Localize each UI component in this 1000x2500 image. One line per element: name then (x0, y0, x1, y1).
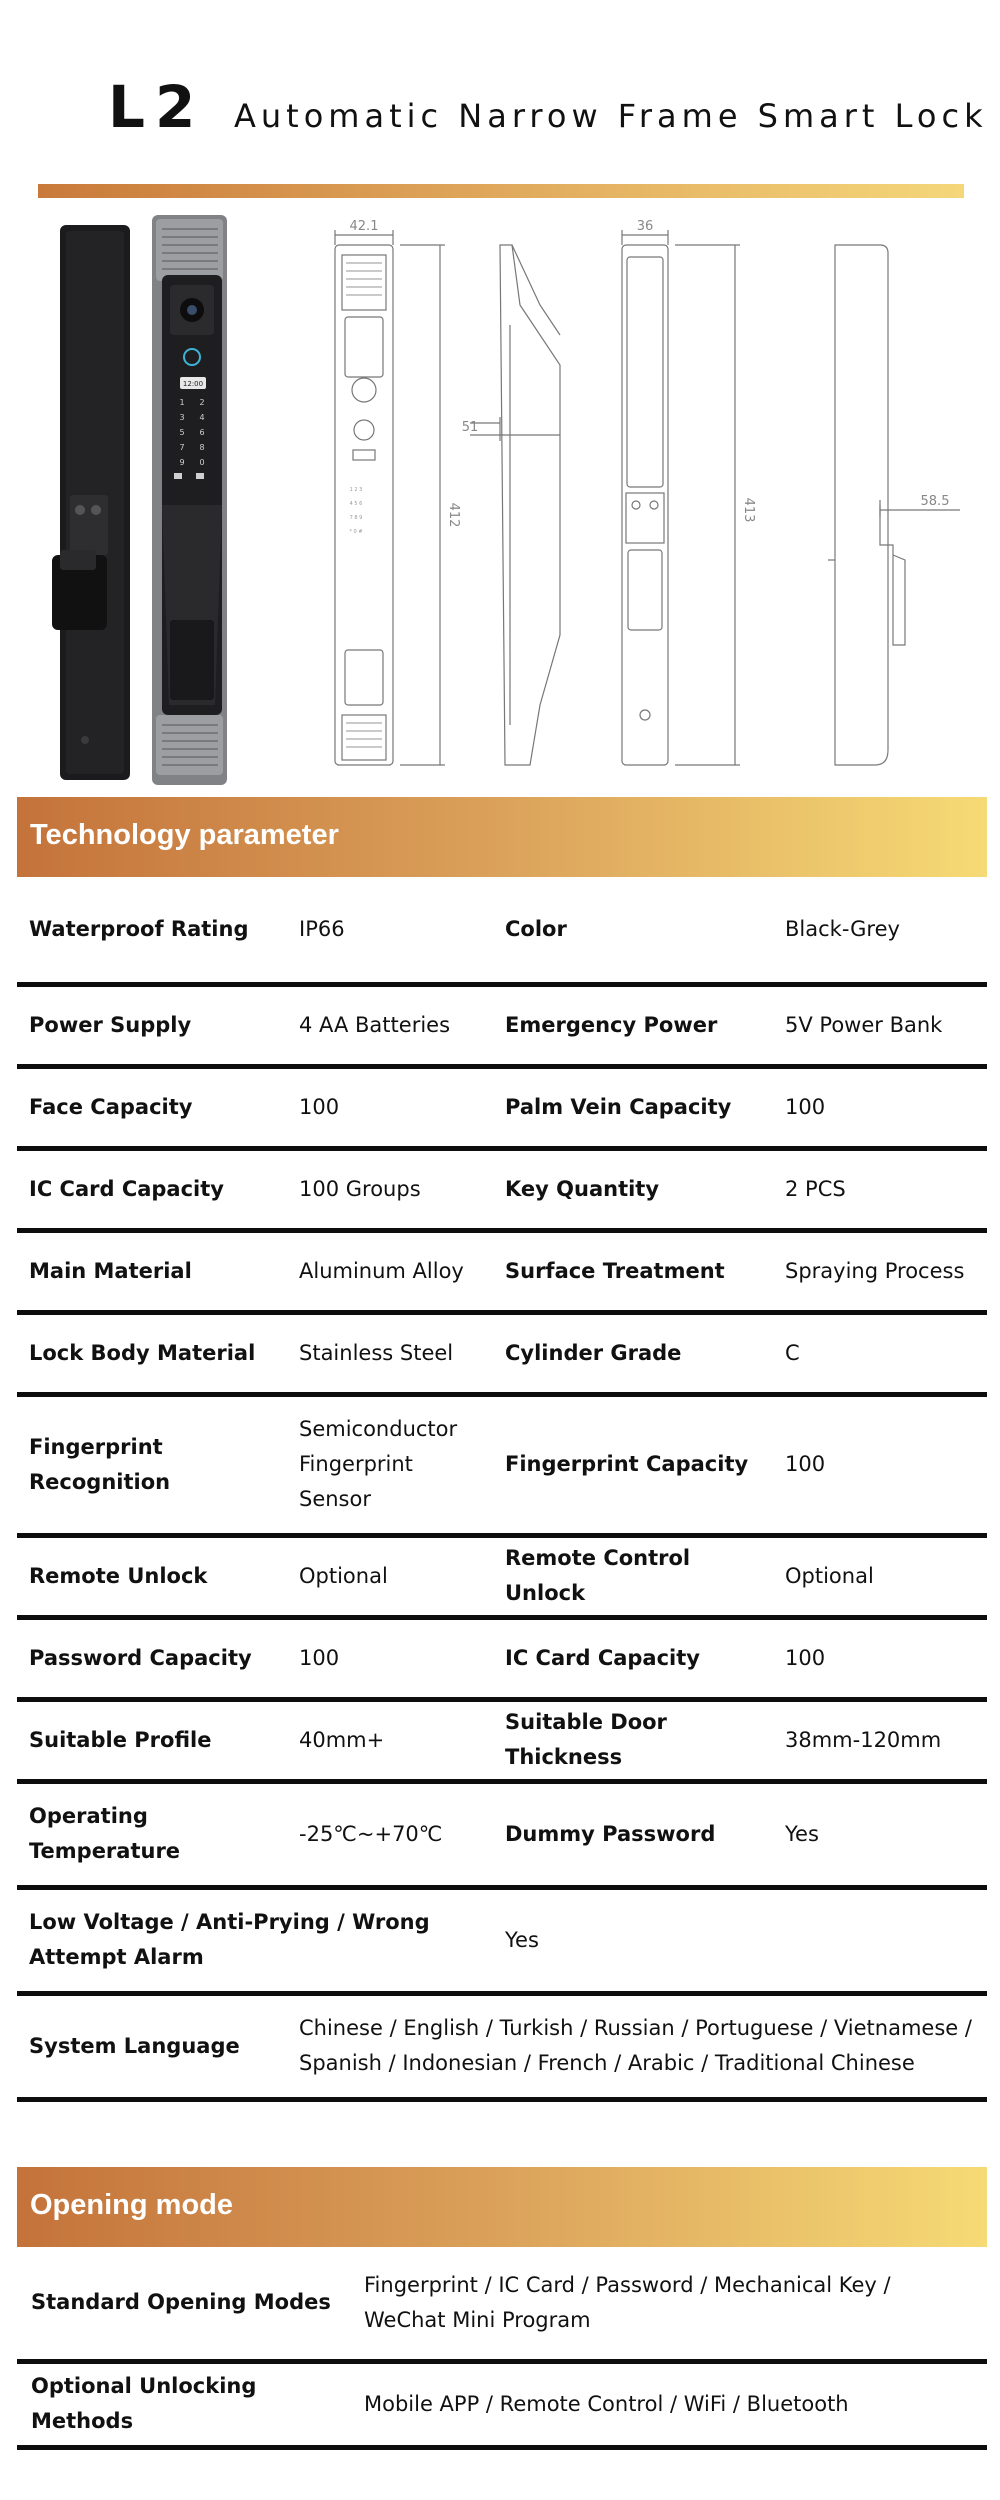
param-label: Face Capacity (29, 1094, 193, 1119)
opening-mode-title: Opening mode (30, 2189, 233, 2221)
opening-mode-table (17, 2247, 987, 2450)
param-label: Waterproof Rating (29, 916, 249, 941)
product-title: Automatic Narrow Frame Smart Lock (234, 97, 988, 135)
param-value: 5V Power Bank (785, 1012, 943, 1037)
param-label: Color (505, 916, 567, 941)
back-view-drawing (622, 230, 740, 765)
param-value: IP66 (299, 916, 345, 941)
param-label: Operating Temperature (29, 1804, 181, 1863)
param-label: Lock Body Material (29, 1340, 256, 1365)
svg-text:4: 4 (199, 413, 205, 422)
table-row (17, 1394, 987, 1535)
dim-depth: 51 (461, 420, 479, 435)
param-value: 4 AA Batteries (299, 1012, 451, 1037)
dim-height-left: 412 (446, 502, 461, 528)
param-value: C (785, 1340, 800, 1365)
param-value: Optional (299, 1563, 388, 1588)
svg-text:* 0 #: * 0 # (349, 529, 363, 535)
param-value: Semiconductor Fingerprint Sensor (299, 1417, 458, 1511)
table-row (17, 2247, 987, 2361)
param-label: Suitable Profile (29, 1727, 212, 1752)
svg-text:7 8 9: 7 8 9 (349, 515, 363, 521)
page-header (0, 0, 1000, 190)
param-label: Key Quantity (505, 1176, 660, 1201)
param-value: Aluminum Alloy (299, 1258, 464, 1283)
table-row (17, 2361, 987, 2447)
param-label: Password Capacity (29, 1645, 252, 1670)
dim-handle-depth: 58.5 (920, 494, 950, 509)
svg-text:4 5 6: 4 5 6 (349, 501, 363, 507)
table-row (17, 1781, 987, 1887)
param-label: IC Card Capacity (29, 1176, 224, 1201)
table-row (17, 1535, 987, 1617)
alarm-label: Low Voltage / Anti-Prying / Wrong Attempt Alarm (29, 1910, 430, 1969)
param-value: 2 PCS (785, 1176, 846, 1201)
param-value: 40mm+ (299, 1727, 385, 1752)
param-label: Palm Vein Capacity (505, 1094, 732, 1119)
header-accent-bar (38, 184, 964, 198)
svg-text:0: 0 (199, 458, 205, 467)
tech-parameter-title: Technology parameter (30, 819, 339, 851)
svg-text:9: 9 (179, 458, 185, 467)
param-value: 100 (299, 1645, 340, 1670)
tech-parameter-heading (17, 797, 987, 877)
param-label: Emergency Power (505, 1012, 718, 1037)
side-profile-drawing (470, 245, 560, 765)
table-row (17, 1066, 987, 1148)
param-value: 100 (785, 1094, 826, 1119)
svg-text:7: 7 (179, 443, 185, 452)
param-value: 100 (299, 1094, 340, 1119)
param-label: Power Supply (29, 1012, 192, 1037)
lock-front-panel-image (152, 215, 227, 785)
param-label: Fingerprint Capacity (505, 1452, 749, 1476)
alarm-value: Yes (505, 1927, 539, 1952)
svg-text:8: 8 (199, 443, 205, 452)
param-value: Yes (785, 1821, 819, 1846)
lock-back-panel-image (52, 225, 130, 780)
svg-text:5: 5 (179, 428, 185, 437)
param-value: Spraying Process (785, 1258, 965, 1283)
table-row (17, 984, 987, 1066)
param-label: IC Card Capacity (505, 1645, 700, 1670)
model-name: L2 (108, 73, 206, 141)
opening-label: Optional Unlocking Methods (31, 2374, 257, 2433)
param-value: 100 Groups (299, 1176, 421, 1201)
svg-text:6: 6 (199, 428, 205, 437)
param-label: Fingerprint Recognition (29, 1434, 171, 1494)
table-row (17, 1617, 987, 1699)
opening-value: Fingerprint / IC Card / Password / Mechanical Key / WeChat Mini Program (364, 2272, 891, 2332)
language-label: System Language (29, 2033, 240, 2058)
table-row (17, 1148, 987, 1230)
param-label: Suitable Door Thickness (505, 1710, 667, 1769)
param-label: Dummy Password (505, 1821, 716, 1846)
table-row (17, 1887, 987, 1993)
table-row (17, 877, 987, 984)
param-label: Cylinder Grade (505, 1340, 682, 1365)
param-value: Stainless Steel (299, 1340, 454, 1365)
param-label: Remote Control Unlock (505, 1546, 691, 1605)
svg-text:1 2 3: 1 2 3 (349, 487, 363, 493)
front-view-drawing (335, 230, 445, 765)
param-value: Optional (785, 1563, 874, 1588)
table-row (17, 1993, 987, 2099)
dim-height-right: 413 (741, 497, 756, 523)
svg-text:1: 1 (179, 398, 185, 407)
param-value: 38mm-120mm (785, 1727, 942, 1752)
tech-parameter-table (17, 877, 987, 2102)
product-drawing (0, 205, 1000, 795)
table-row (17, 1312, 987, 1394)
opening-value: Mobile APP / Remote Control / WiFi / Bluetooth (364, 2391, 849, 2416)
table-row (17, 1699, 987, 1781)
svg-text:3: 3 (179, 413, 185, 422)
param-label: Surface Treatment (505, 1258, 725, 1283)
opening-label: Standard Opening Modes (31, 2290, 331, 2315)
svg-text:2: 2 (199, 398, 205, 407)
dim-width-top: 42.1 (349, 219, 379, 234)
language-value: Chinese / English / Turkish / Russian / Portuguese / Vietnamese / Spanish / Indonesian / French / Arabic / Traditional Chinese (299, 2016, 972, 2075)
table-row (17, 1230, 987, 1312)
dim-width-back: 36 (636, 219, 654, 234)
keypad-time-display: 12:00 (182, 380, 204, 388)
param-label: Main Material (29, 1258, 192, 1283)
param-value: -25℃~+70℃ (299, 1821, 443, 1846)
param-value: Black-Grey (785, 916, 900, 941)
param-label: Remote Unlock (29, 1563, 208, 1588)
param-value: 100 (785, 1645, 826, 1670)
opening-mode-heading (17, 2167, 987, 2247)
param-value: 100 (785, 1452, 826, 1476)
